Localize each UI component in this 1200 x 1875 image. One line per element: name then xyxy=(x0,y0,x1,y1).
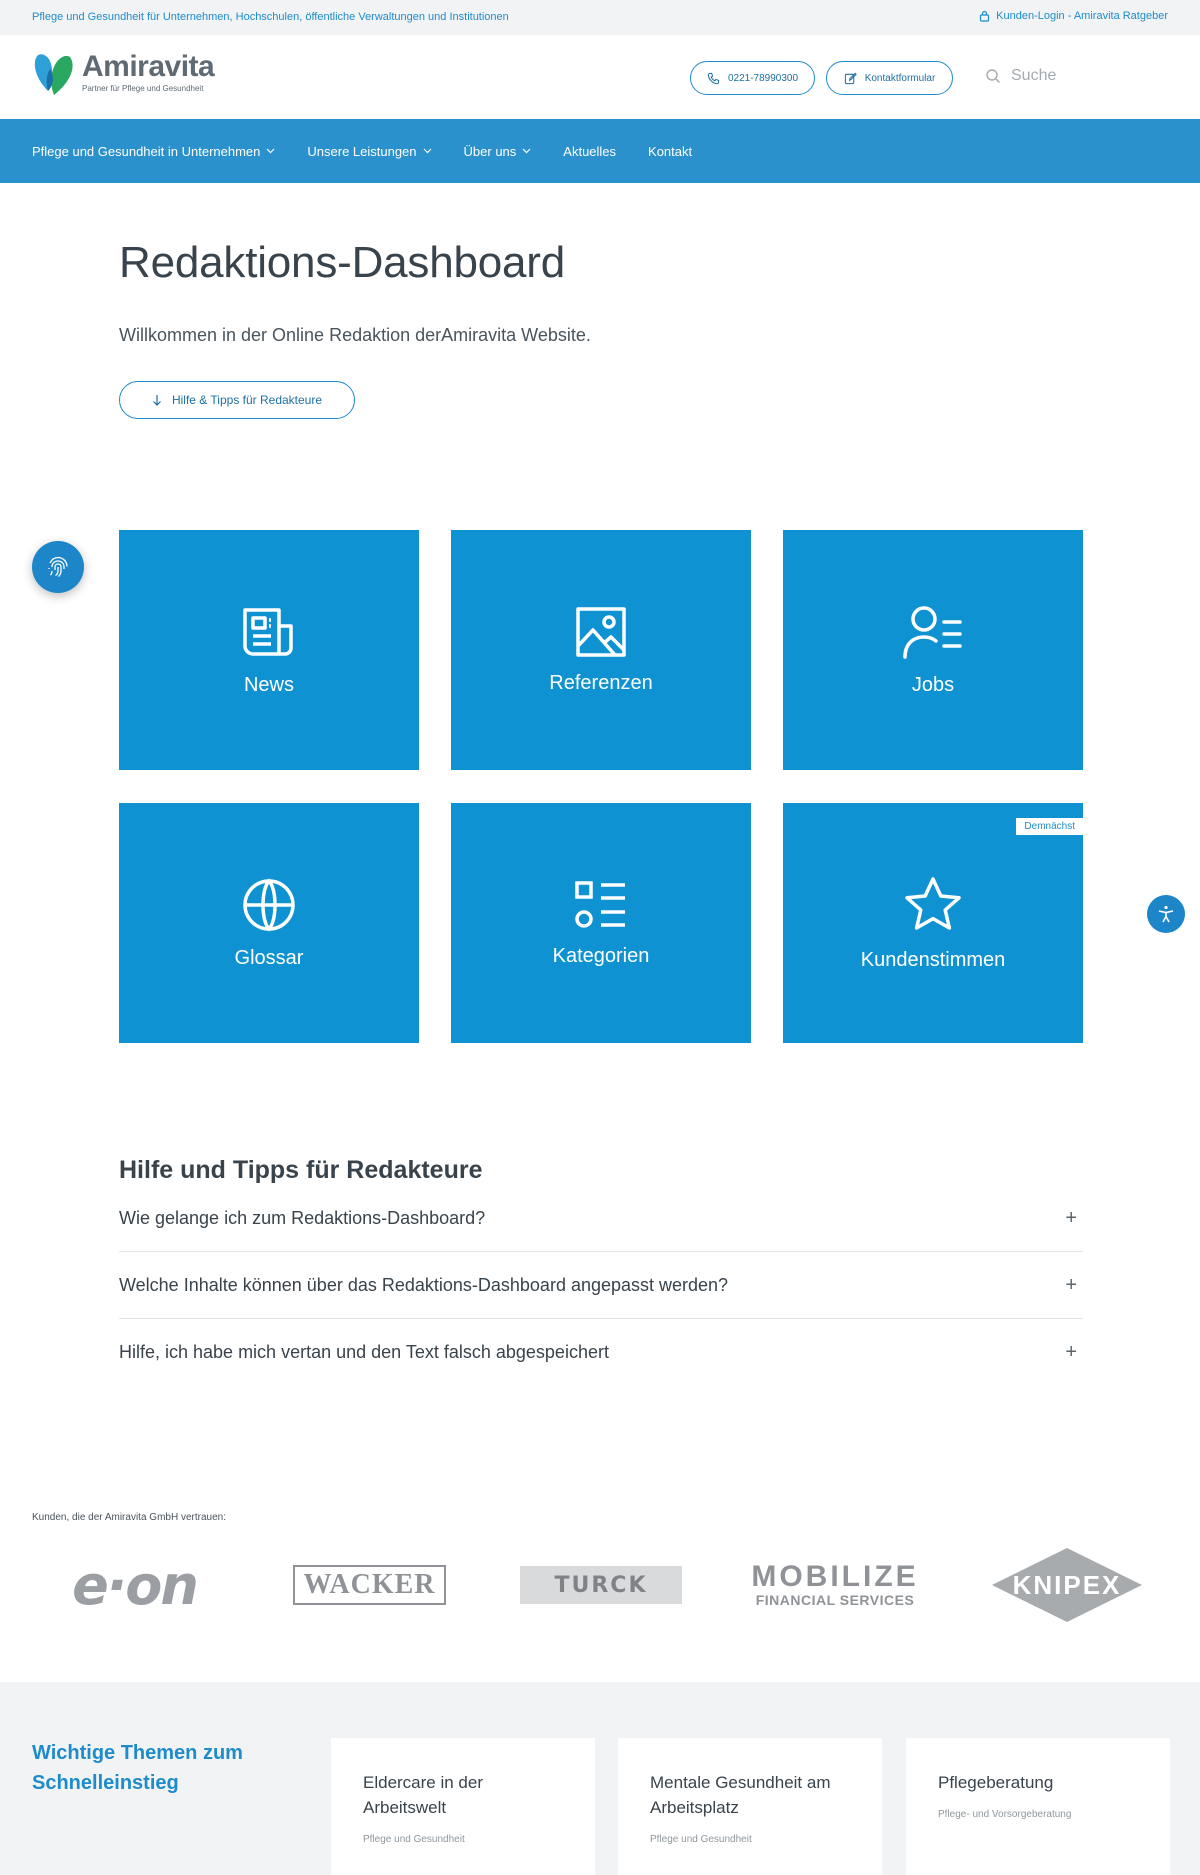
main-nav xyxy=(0,119,1200,183)
nav-item-kontakt[interactable] xyxy=(648,144,692,159)
faq-question: Wie gelange ich zum Redaktions-Dashboard? xyxy=(119,1207,486,1228)
tile-glossar[interactable] xyxy=(119,803,419,1043)
fingerprint-icon xyxy=(45,554,71,580)
contact-form-button[interactable] xyxy=(826,61,953,95)
arrow-down-icon xyxy=(152,394,162,406)
faq-item[interactable] xyxy=(119,1185,1083,1252)
help-tips-button[interactable] xyxy=(119,381,355,419)
star-icon xyxy=(902,875,964,935)
fingerprint-button[interactable] xyxy=(32,541,84,593)
search-placeholder: Suche xyxy=(1011,67,1057,84)
tile-label: Glossar xyxy=(234,946,304,969)
eon-logo: e·on xyxy=(72,1553,197,1617)
topic-card-title: Eldercare in der Arbeitswelt xyxy=(363,1773,484,1817)
topic-card-category: Pflege und Gesundheit xyxy=(363,1834,465,1845)
nav-item-label: Unsere Leistungen xyxy=(307,143,417,159)
tile-label: Referenzen xyxy=(549,671,653,694)
faq-title: Hilfe und Tipps für Redakteure xyxy=(119,1156,483,1184)
tile-label: Kundenstimmen xyxy=(860,948,1006,971)
header xyxy=(0,35,1200,119)
clients-label: Kunden, die der Amiravita GmbH vertrauen: xyxy=(32,1512,226,1523)
faq-item[interactable] xyxy=(119,1252,1083,1319)
phone-button[interactable] xyxy=(690,61,815,95)
faq-question: Welche Inhalte können über das Redaktions-Dashboard angepasst werden? xyxy=(119,1274,729,1295)
quickstart-title: Wichtige Themen zum Schnelleinstieg xyxy=(32,1742,243,1794)
nav-item-aktuelles[interactable] xyxy=(563,144,616,159)
tile-kategorien[interactable] xyxy=(451,803,751,1043)
quickstart-section xyxy=(0,1682,1200,1875)
tile-jobs[interactable] xyxy=(783,530,1083,770)
topic-card-category: Pflege- und Vorsorgeberatung xyxy=(938,1809,1072,1820)
tile-label: News xyxy=(243,673,294,696)
customer-login-label: Kunden-Login - Amiravita Ratgeber xyxy=(996,10,1168,22)
contact-form-label: Kontaktformular xyxy=(864,72,936,84)
logo-claim: Partner für Pflege und Gesundheit xyxy=(82,84,204,93)
tile-kundenstimmen[interactable] xyxy=(783,803,1083,1043)
client-logos xyxy=(32,1545,1168,1625)
plus-icon[interactable]: + xyxy=(1065,1206,1077,1229)
accessibility-icon xyxy=(1155,903,1177,925)
newspaper-icon xyxy=(241,604,297,660)
faq-question: Hilfe, ich habe mich vertan und den Text falsch abgespeichert xyxy=(119,1342,609,1362)
tile-label: Jobs xyxy=(911,673,955,696)
coming-soon-badge: Demnächst xyxy=(1016,818,1083,835)
top-bar xyxy=(0,0,1200,35)
nav-item-über-uns[interactable] xyxy=(464,144,532,159)
edit-icon xyxy=(844,72,857,85)
topic-card-title: Mentale Gesundheit am Arbeitsplatz xyxy=(650,1773,831,1817)
knipex-logo: KNIPEX xyxy=(987,1545,1147,1625)
chevron-down-icon xyxy=(266,148,275,154)
faq-accordion xyxy=(119,1185,1083,1386)
lock-icon xyxy=(979,10,990,22)
topic-card-category: Pflege und Gesundheit xyxy=(650,1834,752,1845)
help-tips-label: Hilfe & Tipps für Redakteure xyxy=(171,393,323,407)
plus-icon[interactable]: + xyxy=(1065,1341,1077,1363)
topic-card[interactable] xyxy=(331,1738,595,1875)
accessibility-button[interactable] xyxy=(1147,895,1185,933)
tile-news[interactable] xyxy=(119,530,419,770)
customer-login-link[interactable] xyxy=(979,10,1168,22)
nav-item-pflege-und-gesundheit-in-unternehmen[interactable] xyxy=(32,144,275,159)
plus-icon[interactable]: + xyxy=(1065,1273,1077,1296)
search-box[interactable] xyxy=(985,67,1056,85)
phone-icon xyxy=(707,72,720,85)
chevron-down-icon xyxy=(522,148,531,154)
turck-logo: TURCK xyxy=(520,1545,682,1625)
nav-item-label: Kontakt xyxy=(648,143,693,159)
nav-item-label: Über uns xyxy=(463,143,517,159)
user-list-icon xyxy=(902,604,964,660)
list-icon xyxy=(573,879,629,931)
phone-number: 0221-78990300 xyxy=(727,72,799,84)
wacker-logo: WACKER xyxy=(287,1545,452,1625)
logo-mark-icon xyxy=(32,51,76,99)
nav-item-label: Aktuelles xyxy=(563,143,617,159)
search-icon xyxy=(985,68,1001,84)
topic-card[interactable] xyxy=(618,1738,882,1875)
page-title: Redaktions-Dashboard xyxy=(119,238,566,287)
logo-name: Amiravita xyxy=(82,50,215,83)
tile-referenzen[interactable] xyxy=(451,530,751,770)
tagline: Pflege und Gesundheit für Unternehmen, Hochschulen, öffentliche Verwaltungen und Institutionen xyxy=(32,11,509,23)
logo[interactable] xyxy=(32,51,214,99)
image-icon xyxy=(575,606,627,658)
nav-item-unsere-leistungen[interactable] xyxy=(307,144,431,159)
page-subtitle: Willkommen in der Online Redaktion derAmiravita Website. xyxy=(119,325,591,345)
topic-card-title: Pflegeberatung xyxy=(938,1773,1054,1792)
nav-item-label: Pflege und Gesundheit in Unternehmen xyxy=(32,143,261,159)
mobilize-logo: MOBILIZE FINANCIAL SERVICES xyxy=(751,1560,919,1608)
chevron-down-icon xyxy=(423,148,432,154)
faq-item[interactable] xyxy=(119,1319,1083,1386)
globe-icon xyxy=(241,877,297,933)
tile-label: Kategorien xyxy=(552,944,650,967)
topic-card[interactable] xyxy=(906,1738,1170,1875)
